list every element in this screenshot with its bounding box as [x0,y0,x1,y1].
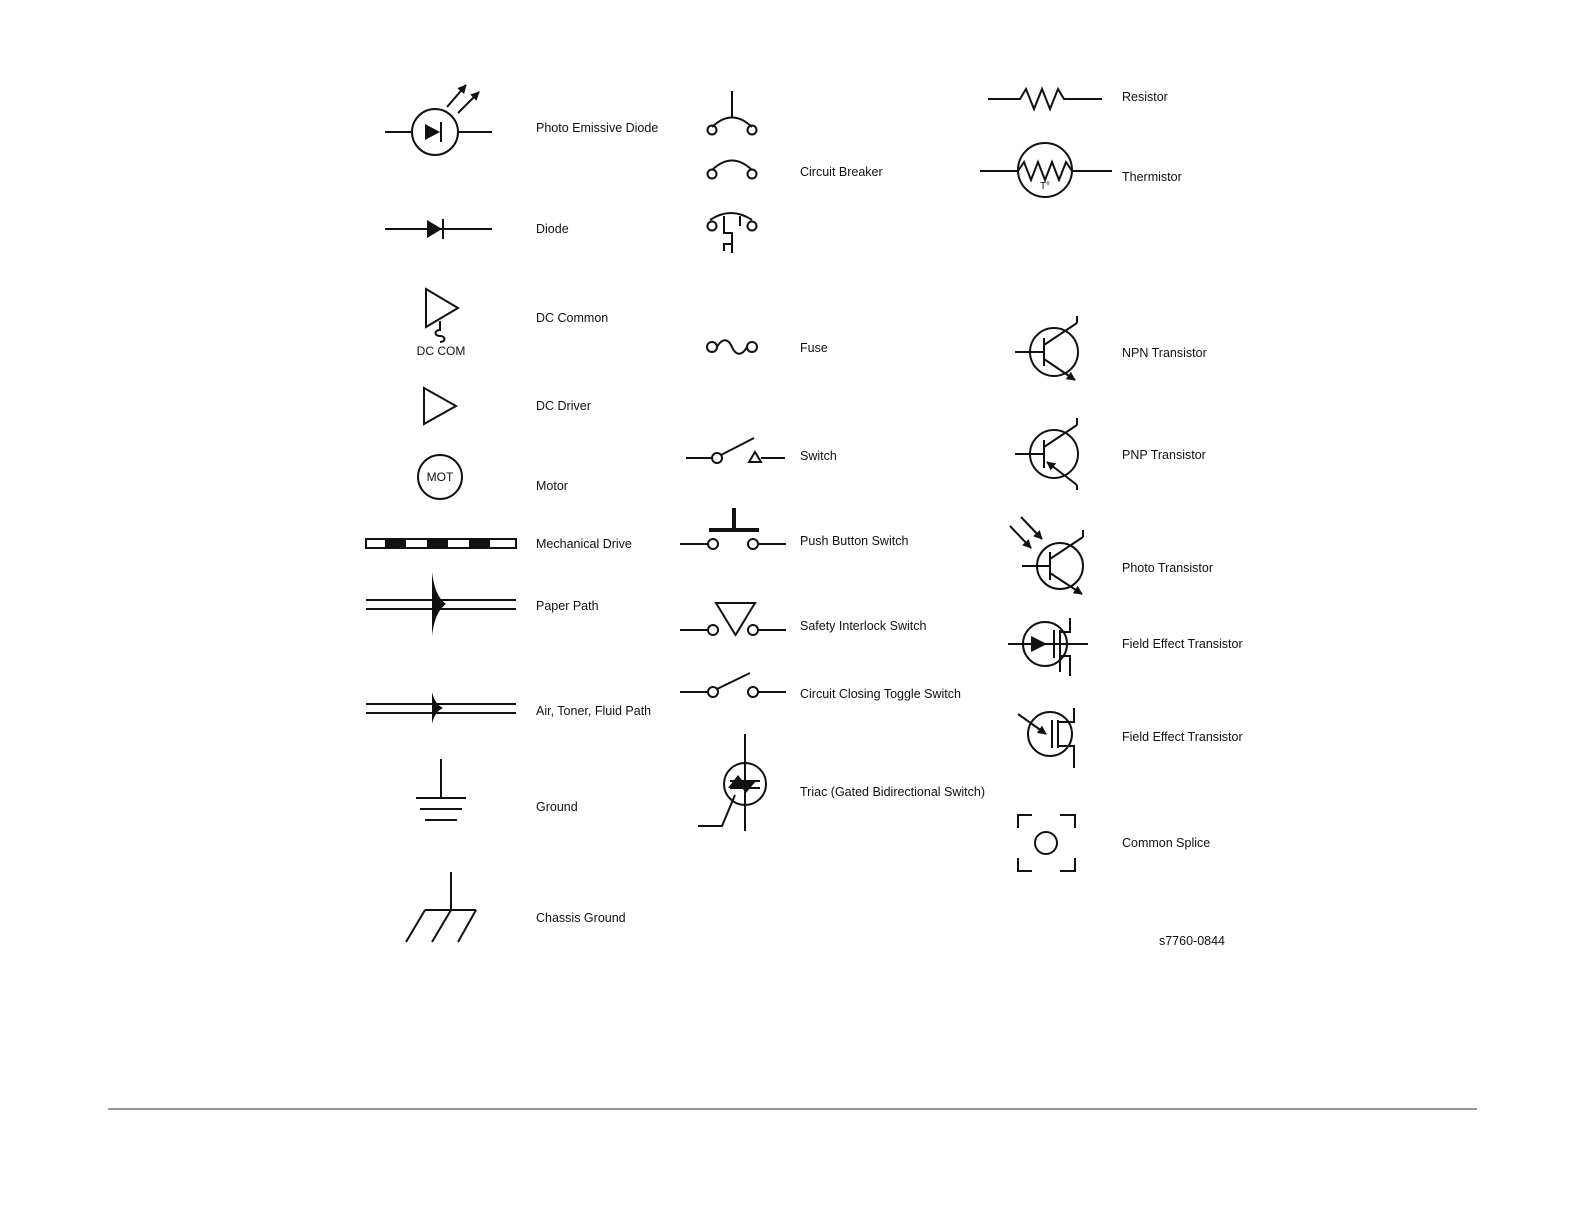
dc-driver-label: DC Driver [536,399,591,413]
dc-common-symbol [417,289,466,358]
air-toner-fluid-path-label: Air, Toner, Fluid Path [536,704,652,718]
mechanical-drive-label: Mechanical Drive [536,537,632,551]
resistor-label: Resistor [1122,90,1168,104]
chassis-ground-symbol [406,872,476,942]
triac-symbol [698,734,766,831]
dc-common-symbol-text: DC COM [416,344,466,358]
fuse-label: Fuse [800,341,828,355]
safety-interlock-switch-label: Safety Interlock Switch [800,619,927,633]
ground-symbol [416,759,466,820]
circuit-closing-toggle-switch-symbol [680,673,786,697]
field-effect-transistor-1-label: Field Effect Transistor [1122,637,1243,651]
field-effect-transistor-2-label: Field Effect Transistor [1122,730,1243,744]
dc-driver-symbol [424,388,456,424]
diode-symbol [385,219,492,239]
thermistor-symbol [980,143,1112,197]
photo-transistor-label: Photo Transistor [1122,561,1214,575]
ground-label: Ground [536,800,578,814]
photo-emissive-diode-label: Photo Emissive Diode [536,121,659,135]
common-splice-symbol [1018,815,1075,871]
paper-path-symbol [366,572,516,636]
common-splice-label: Common Splice [1122,836,1211,850]
chassis-ground-label: Chassis Ground [536,911,626,925]
paper-path-label: Paper Path [536,599,599,613]
circuit-breaker-label: Circuit Breaker [800,165,883,179]
fuse-symbol [707,340,757,354]
motor-label: Motor [536,479,568,493]
air-toner-fluid-path-symbol [366,692,516,724]
npn-transistor-label: NPN Transistor [1122,346,1207,360]
resistor-symbol [988,89,1102,109]
photo-emissive-diode-symbol [385,85,492,155]
thermistor-symbol-text: T° [1039,181,1051,192]
motor-symbol [418,455,462,499]
photo-transistor-symbol [1010,517,1083,594]
dc-common-label: DC Common [536,311,609,325]
push-button-switch-symbol [680,508,786,549]
npn-transistor-symbol [1015,316,1078,380]
circuit-breaker-symbol [708,91,757,253]
thermistor-label: Thermistor [1122,170,1182,184]
mechanical-drive-symbol [366,539,516,548]
field-effect-transistor-2-symbol [1018,708,1074,768]
figure-code: s7760-0844 [1158,934,1225,948]
safety-interlock-switch-symbol [680,603,786,635]
motor-symbol-text: MOT [426,470,454,484]
push-button-switch-label: Push Button Switch [800,534,909,548]
pnp-transistor-symbol [1015,418,1078,490]
field-effect-transistor-1-symbol [1008,618,1088,676]
triac-label: Triac (Gated Bidirectional Switch) [800,785,986,799]
switch-symbol [686,438,785,463]
circuit-closing-toggle-switch-label: Circuit Closing Toggle Switch [800,687,961,701]
diode-label: Diode [536,222,569,236]
switch-label: Switch [800,449,837,463]
pnp-transistor-label: PNP Transistor [1122,448,1206,462]
